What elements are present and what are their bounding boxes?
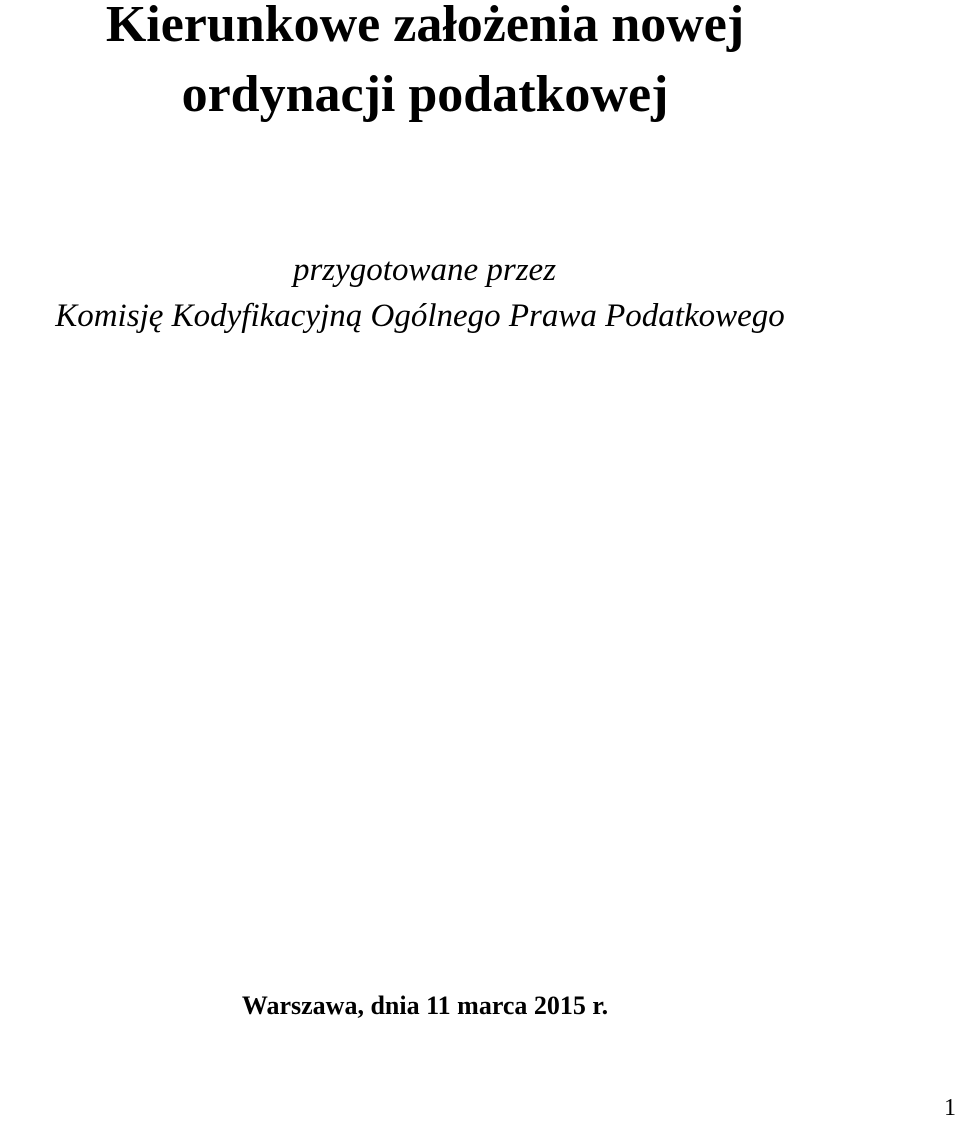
title-line: ordynacji podatkowej <box>181 66 669 123</box>
document-subtitle <box>0 250 850 336</box>
page-number: 1 <box>944 1095 956 1121</box>
place-and-date: Warszawa, dnia 11 marca 2015 r. <box>241 991 609 1020</box>
document-title <box>0 0 850 124</box>
subtitle-line: Komisję Kodyfikacyjną Ogólnego Prawa Podatkowego <box>55 298 785 334</box>
subtitle-line: przygotowane przez <box>292 252 557 288</box>
title-line: Kierunkowe założenia nowej <box>105 0 745 53</box>
